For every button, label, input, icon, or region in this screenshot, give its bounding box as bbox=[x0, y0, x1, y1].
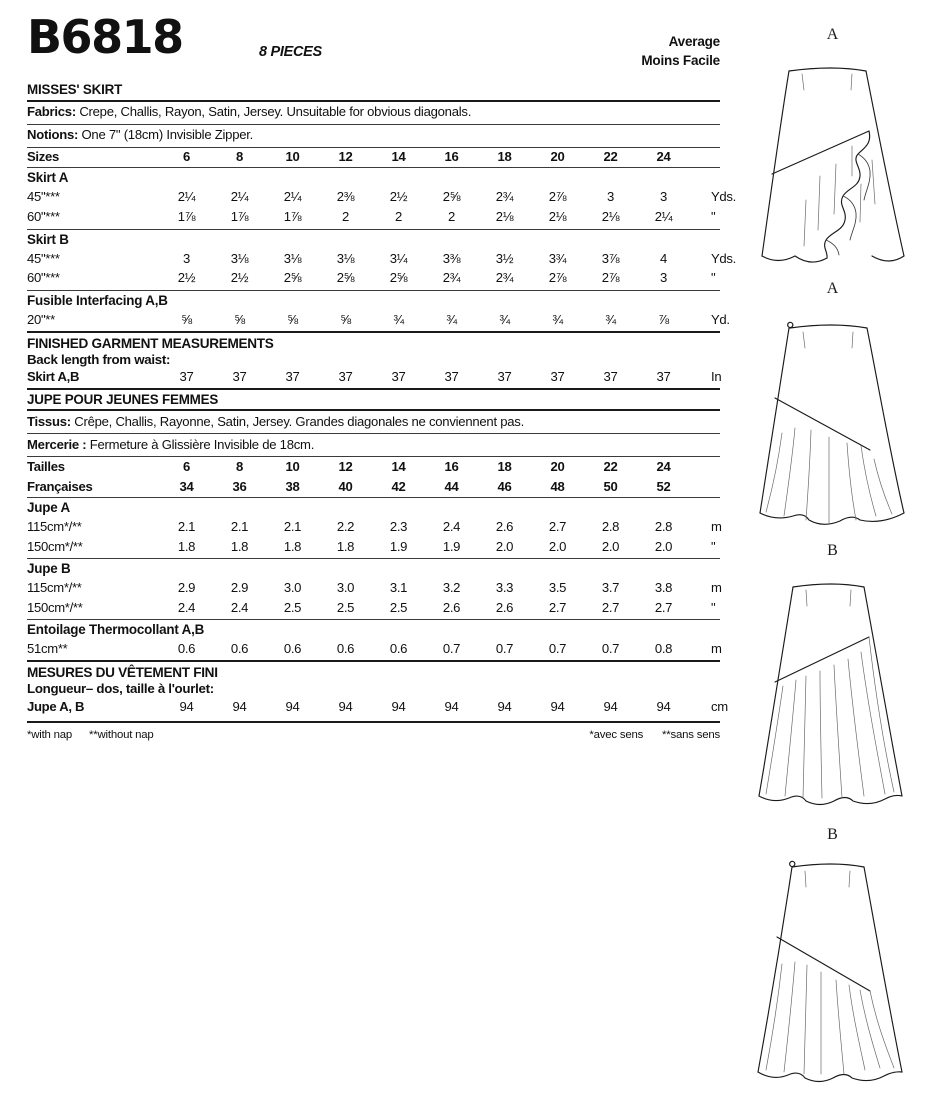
french-size-cell: 36 bbox=[232, 478, 247, 494]
yardage-cell: ¾ bbox=[605, 311, 616, 327]
yardage-cell: 0.6 bbox=[177, 641, 196, 657]
width-label: 150cm*/** bbox=[27, 599, 83, 615]
yardage-cell: 2¼ bbox=[654, 209, 673, 225]
measurement-cell: 94 bbox=[338, 698, 353, 714]
fabrics-row-english bbox=[27, 102, 720, 124]
yardage-cell: 2⅝ bbox=[336, 270, 355, 286]
measurement-cell: 94 bbox=[444, 698, 459, 714]
notions-row-english bbox=[27, 125, 720, 147]
width-label: 60"*** bbox=[27, 209, 60, 225]
yardage-cell: 2.7 bbox=[654, 599, 673, 615]
yardage-cell: 2.4 bbox=[230, 599, 249, 615]
yardage-row bbox=[27, 640, 720, 660]
yardage-cell: 3½ bbox=[495, 250, 514, 266]
yardage-cell: 2.1 bbox=[177, 518, 196, 534]
yardage-cell: 2.2 bbox=[336, 518, 355, 534]
measurement-cell: 37 bbox=[550, 369, 565, 385]
unit-cell: cm bbox=[711, 698, 728, 714]
yardage-cell: ⅝ bbox=[340, 311, 351, 327]
piece-count: 8 PIECES bbox=[259, 44, 322, 60]
illustration-skirt-a-back bbox=[745, 278, 920, 536]
french-sizes-label: Françaises bbox=[27, 478, 93, 494]
yardage-cell: 3.2 bbox=[442, 580, 461, 596]
yardage-cell: 2.5 bbox=[389, 599, 408, 615]
french-size-cell: 42 bbox=[391, 478, 406, 494]
yardage-group-jupe-b bbox=[27, 559, 720, 619]
yardage-cell: 2.1 bbox=[283, 518, 302, 534]
yardage-cell: 2⅞ bbox=[601, 270, 620, 286]
measurement-cell: 37 bbox=[603, 369, 618, 385]
unit-cell: " bbox=[711, 599, 716, 615]
group-title: Jupe A bbox=[27, 499, 70, 515]
yardage-cell: 2.8 bbox=[601, 518, 620, 534]
yardage-cell: 2.9 bbox=[230, 580, 249, 596]
french-size-cell: 40 bbox=[338, 478, 353, 494]
size-header-cell: 8 bbox=[236, 458, 243, 474]
yardage-cell: 2¾ bbox=[442, 270, 461, 286]
french-size-cell: 44 bbox=[444, 478, 459, 494]
yardage-cell: 3.0 bbox=[336, 580, 355, 596]
yardage-cell: 1.9 bbox=[442, 538, 461, 554]
measurement-label: Skirt A,B bbox=[27, 369, 80, 385]
sizes-label-french: Tailles bbox=[27, 458, 65, 474]
unit-cell: Yds. bbox=[711, 250, 737, 266]
measurement-cell: 94 bbox=[179, 698, 194, 714]
yardage-cell: 3⅛ bbox=[336, 250, 355, 266]
yardage-row bbox=[27, 208, 720, 228]
group-title: Skirt B bbox=[27, 231, 69, 247]
yardage-cell: 2⅛ bbox=[495, 209, 514, 225]
difficulty-french: Moins Facile bbox=[641, 53, 720, 69]
size-header-cell: 14 bbox=[391, 458, 406, 474]
measurement-cell: 37 bbox=[656, 369, 671, 385]
yardage-row bbox=[27, 537, 720, 557]
yardage-cell: 2.7 bbox=[548, 599, 567, 615]
size-header-cell: 24 bbox=[656, 458, 671, 474]
size-header-cell: 14 bbox=[391, 149, 406, 165]
line-drawings-panel bbox=[745, 24, 920, 1100]
yardage-cell: ⅝ bbox=[181, 311, 192, 327]
group-title: Skirt A bbox=[27, 170, 69, 186]
yardage-cell: 3.5 bbox=[548, 580, 567, 596]
french-size-cell: 48 bbox=[550, 478, 565, 494]
yardage-cell: ⅞ bbox=[658, 311, 669, 327]
yardage-cell: ⅝ bbox=[287, 311, 298, 327]
yardage-row bbox=[27, 188, 737, 208]
yardage-cell: 2.6 bbox=[495, 599, 514, 615]
footnotes-french bbox=[573, 729, 720, 741]
illustration-skirt-a-front bbox=[745, 24, 920, 274]
unit-cell: " bbox=[711, 538, 716, 554]
notions-text-english: One 7" (18cm) Invisible Zipper. bbox=[81, 127, 254, 143]
width-label: 150cm*/** bbox=[27, 538, 83, 554]
specification-sheet bbox=[27, 10, 737, 742]
size-header-cell: 12 bbox=[338, 149, 353, 165]
unit-cell: m bbox=[711, 641, 722, 657]
yardage-cell: 3¾ bbox=[548, 250, 567, 266]
unit-cell: m bbox=[711, 518, 722, 534]
yardage-cell: 0.6 bbox=[283, 641, 302, 657]
yardage-cell: 1.8 bbox=[177, 538, 196, 554]
notions-label-english: Notions: bbox=[27, 127, 79, 143]
finished-measurements-sub-english: Back length from waist: bbox=[27, 351, 171, 367]
yardage-cell: 2½ bbox=[230, 270, 249, 286]
size-header-cell: 24 bbox=[656, 149, 671, 165]
measurement-cell: 94 bbox=[285, 698, 300, 714]
fabrics-row-french bbox=[27, 411, 720, 433]
skirt-b-back-drawing bbox=[748, 824, 918, 1096]
skirt-b-front-drawing bbox=[748, 540, 918, 820]
size-header-cell: 18 bbox=[497, 458, 512, 474]
sizes-row-french bbox=[27, 457, 720, 477]
size-header-cell: 10 bbox=[285, 149, 300, 165]
yardage-cell: 2.9 bbox=[177, 580, 196, 596]
yardage-cell: 3.0 bbox=[283, 580, 302, 596]
yardage-cell: 3.3 bbox=[495, 580, 514, 596]
yardage-cell: 2.1 bbox=[230, 518, 249, 534]
width-label: 51cm** bbox=[27, 641, 68, 657]
footnotes bbox=[27, 723, 720, 741]
yardage-cell: 2⅞ bbox=[548, 189, 567, 205]
size-header-cell: 22 bbox=[603, 458, 618, 474]
yardage-cell: 2.7 bbox=[601, 599, 620, 615]
size-header-cell: 6 bbox=[183, 149, 190, 165]
fabrics-text-english: Crepe, Challis, Rayon, Satin, Jersey. Unsuitable for obvious diagonals. bbox=[79, 104, 472, 119]
yardage-cell: ¾ bbox=[552, 311, 563, 327]
yardage-cell: 1⅞ bbox=[230, 209, 249, 225]
header bbox=[27, 10, 720, 80]
yardage-cell: 2.0 bbox=[601, 538, 620, 554]
yardage-cell: 2 bbox=[395, 209, 402, 225]
yardage-cell: 3.7 bbox=[601, 580, 620, 596]
yardage-cell: 3¼ bbox=[389, 250, 408, 266]
pattern-number: B6818 bbox=[27, 10, 183, 64]
yardage-cell: 3 bbox=[183, 250, 190, 266]
yardage-row bbox=[27, 310, 730, 330]
footnote-avec-sens: *avec sens bbox=[589, 729, 644, 742]
yardage-cell: 1⅞ bbox=[177, 209, 196, 225]
yardage-cell: 2⅛ bbox=[601, 209, 620, 225]
yardage-cell: 2¼ bbox=[283, 189, 302, 205]
garment-title-english: MISSES' SKIRT bbox=[27, 82, 123, 97]
finished-measurements-sub-french: Longueur– dos, taille à l'ourlet: bbox=[27, 681, 214, 697]
measurement-cell: 37 bbox=[391, 369, 406, 385]
skirt-a-front-drawing bbox=[748, 24, 918, 274]
yardage-cell: 2 bbox=[448, 209, 455, 225]
yardage-cell: ¾ bbox=[446, 311, 457, 327]
finished-measurement-row-french bbox=[27, 697, 728, 717]
view-letter-a-front: A bbox=[826, 26, 839, 43]
yardage-cell: 2⅝ bbox=[283, 270, 302, 286]
illustration-skirt-b-back bbox=[745, 824, 920, 1096]
measurement-cell: 37 bbox=[444, 369, 459, 385]
yardage-cell: 3⅞ bbox=[601, 250, 620, 266]
yardage-cell: 3.1 bbox=[389, 580, 408, 596]
yardage-cell: 2.0 bbox=[654, 538, 673, 554]
yardage-cell: 0.6 bbox=[336, 641, 355, 657]
yardage-cell: 2.4 bbox=[442, 518, 461, 534]
yardage-cell: 3 bbox=[660, 270, 667, 286]
yardage-cell: 2.8 bbox=[654, 518, 673, 534]
size-header-cell: 18 bbox=[497, 149, 512, 165]
french-size-cell: 50 bbox=[603, 478, 618, 494]
notions-label-french: Mercerie : bbox=[27, 436, 87, 452]
footnote-with-nap: *with nap bbox=[27, 729, 73, 742]
yardage-cell: 0.6 bbox=[230, 641, 249, 657]
yardage-cell: 0.6 bbox=[389, 641, 408, 657]
unit-cell: In bbox=[711, 369, 722, 385]
size-header-cell: 8 bbox=[236, 149, 243, 165]
group-title: Entoilage Thermocollant A,B bbox=[27, 622, 205, 638]
yardage-row bbox=[27, 579, 720, 599]
footnote-without-nap: **without nap bbox=[89, 729, 154, 742]
yardage-cell: 2¼ bbox=[230, 189, 249, 205]
size-header-cell: 20 bbox=[550, 458, 565, 474]
yardage-cell: 4 bbox=[660, 250, 667, 266]
measurement-cell: 94 bbox=[232, 698, 247, 714]
unit-cell: Yd. bbox=[711, 311, 730, 327]
yardage-row bbox=[27, 517, 720, 537]
yardage-cell: 2 bbox=[342, 209, 349, 225]
yardage-cell: 2¼ bbox=[177, 189, 196, 205]
garment-title-french: JUPE POUR JEUNES FEMMES bbox=[27, 391, 219, 407]
size-header-cell: 10 bbox=[285, 458, 300, 474]
yardage-cell: 1.8 bbox=[283, 538, 302, 554]
fabrics-label-english: Fabrics: bbox=[27, 104, 76, 119]
yardage-cell: 2⅝ bbox=[389, 270, 408, 286]
view-letter-b-back: B bbox=[827, 826, 838, 843]
yardage-cell: 0.7 bbox=[601, 641, 620, 657]
width-label: 115cm*/** bbox=[27, 580, 82, 596]
yardage-group-skirt-b bbox=[27, 230, 737, 290]
size-header-cell: 20 bbox=[550, 149, 565, 165]
french-size-cell: 52 bbox=[656, 478, 671, 494]
width-label: 60"*** bbox=[27, 270, 60, 286]
fabrics-text-french: Crêpe, Challis, Rayonne, Satin, Jersey. Grandes diagonales ne conviennent pas. bbox=[74, 413, 524, 429]
sizes-row-english bbox=[27, 148, 720, 168]
yardage-cell: 1⅞ bbox=[283, 209, 302, 225]
yardage-cell: 2⅛ bbox=[548, 209, 567, 225]
yardage-cell: 2½ bbox=[177, 270, 196, 286]
yardage-cell: 2.0 bbox=[548, 538, 567, 554]
measurement-cell: 94 bbox=[603, 698, 618, 714]
measurement-cell: 94 bbox=[656, 698, 671, 714]
yardage-row bbox=[27, 249, 737, 269]
yardage-cell: 0.7 bbox=[548, 641, 567, 657]
measurement-cell: 37 bbox=[338, 369, 353, 385]
notions-text-french: Fermeture à Glissière Invisible de 18cm. bbox=[89, 436, 315, 452]
yardage-row bbox=[27, 269, 720, 289]
measurement-cell: 94 bbox=[497, 698, 512, 714]
french-size-cell: 38 bbox=[285, 478, 300, 494]
finished-measurements-heading-english: FINISHED GARMENT MEASUREMENTS bbox=[27, 335, 274, 351]
yardage-cell: 0.7 bbox=[442, 641, 461, 657]
view-letter-a-back: A bbox=[826, 280, 839, 297]
finished-measurement-row-english bbox=[27, 368, 720, 388]
difficulty-english: Average bbox=[668, 34, 720, 49]
unit-cell: " bbox=[711, 209, 716, 225]
skirt-a-back-drawing bbox=[748, 278, 918, 536]
yardage-cell: 1.8 bbox=[336, 538, 355, 554]
notions-row-french bbox=[27, 434, 720, 456]
yardage-cell: 2⅝ bbox=[442, 189, 461, 205]
yardage-group-interfacing bbox=[27, 291, 730, 331]
measurement-label: Jupe A, B bbox=[27, 698, 85, 714]
group-title: Jupe B bbox=[27, 561, 71, 577]
width-label: 20"** bbox=[27, 311, 55, 327]
yardage-group-jupe-a bbox=[27, 498, 720, 558]
footnote-sans-sens: **sans sens bbox=[662, 729, 720, 742]
yardage-cell: 2.0 bbox=[495, 538, 514, 554]
yardage-cell: ¾ bbox=[499, 311, 510, 327]
yardage-group-skirt-a bbox=[27, 168, 737, 228]
size-header-cell: 22 bbox=[603, 149, 618, 165]
yardage-cell: 2⅞ bbox=[548, 270, 567, 286]
yardage-cell: 2.7 bbox=[548, 518, 567, 534]
yardage-cell: 0.7 bbox=[495, 641, 514, 657]
size-header-cell: 6 bbox=[183, 458, 190, 474]
fabrics-label-french: Tissus: bbox=[27, 413, 71, 429]
unit-cell: Yds. bbox=[711, 189, 737, 205]
yardage-cell: 1.9 bbox=[389, 538, 408, 554]
measurement-cell: 37 bbox=[497, 369, 512, 385]
finished-measurements-heading-french: MESURES DU VÊTEMENT FINI bbox=[27, 665, 218, 681]
unit-cell: " bbox=[711, 270, 716, 286]
measurement-cell: 94 bbox=[550, 698, 565, 714]
yardage-cell: 2⅜ bbox=[336, 189, 355, 205]
yardage-cell: 2¾ bbox=[495, 270, 514, 286]
yardage-cell: 3 bbox=[660, 189, 667, 205]
width-label: 115cm*/** bbox=[27, 518, 82, 534]
width-label: 45"*** bbox=[27, 250, 60, 266]
yardage-cell: 3⅛ bbox=[230, 250, 249, 266]
size-header-cell: 16 bbox=[444, 458, 459, 474]
difficulty-rating bbox=[641, 32, 720, 70]
measurement-cell: 37 bbox=[232, 369, 247, 385]
french-size-cell: 46 bbox=[497, 478, 512, 494]
measurement-cell: 94 bbox=[391, 698, 406, 714]
illustration-skirt-b-front bbox=[745, 540, 920, 820]
measurement-cell: 37 bbox=[285, 369, 300, 385]
unit-cell: m bbox=[711, 580, 722, 596]
yardage-row bbox=[27, 598, 720, 618]
yardage-cell: 3⅛ bbox=[283, 250, 302, 266]
yardage-cell: 3.8 bbox=[654, 580, 673, 596]
width-label: 45"*** bbox=[27, 189, 60, 205]
footnotes-english bbox=[27, 729, 168, 741]
yardage-cell: 3⅜ bbox=[442, 250, 461, 266]
size-header-cell: 12 bbox=[338, 458, 353, 474]
measurement-cell: 37 bbox=[179, 369, 194, 385]
french-sizes-row bbox=[27, 477, 720, 497]
yardage-cell: 2½ bbox=[389, 189, 408, 205]
french-size-cell: 34 bbox=[179, 478, 194, 494]
view-letter-b-front: B bbox=[827, 542, 838, 559]
yardage-cell: 0.8 bbox=[654, 641, 673, 657]
yardage-cell: ⅝ bbox=[234, 311, 245, 327]
yardage-cell: ¾ bbox=[393, 311, 404, 327]
size-header-cell: 16 bbox=[444, 149, 459, 165]
yardage-cell: 2.3 bbox=[389, 518, 408, 534]
yardage-cell: 2.6 bbox=[495, 518, 514, 534]
sizes-label-english: Sizes bbox=[27, 149, 59, 165]
yardage-group-entoilage bbox=[27, 620, 720, 660]
yardage-cell: 3 bbox=[607, 189, 614, 205]
yardage-cell: 2.5 bbox=[283, 599, 302, 615]
group-title: Fusible Interfacing A,B bbox=[27, 292, 168, 308]
yardage-cell: 2.6 bbox=[442, 599, 461, 615]
yardage-cell: 1.8 bbox=[230, 538, 249, 554]
yardage-cell: 2¾ bbox=[495, 189, 514, 205]
yardage-cell: 2.4 bbox=[177, 599, 196, 615]
yardage-cell: 2.5 bbox=[336, 599, 355, 615]
